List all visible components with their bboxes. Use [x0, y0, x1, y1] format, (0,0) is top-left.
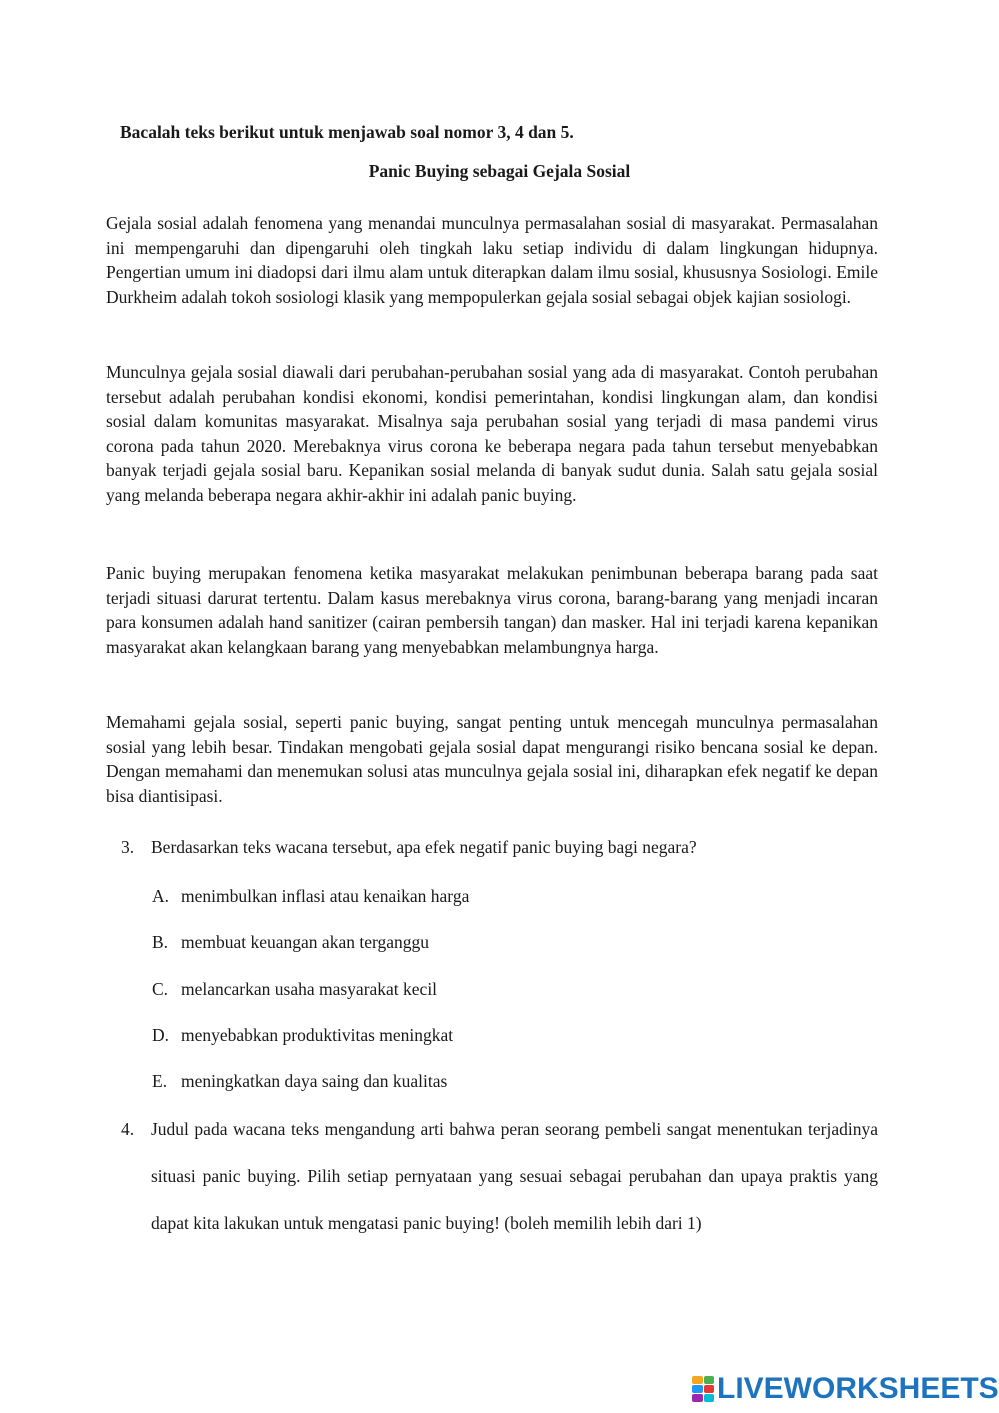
passage-paragraph-1: Gejala sosial adalah fenomena yang menandai munculnya permasalahan sosial di masyarakat. Permasalahan ini mempengaruhi dan dipengaruhi oleh tingkah laku setiap individu di dalam lingkungan hidupnya. Pengertian umum ini diadopsi dari ilmu alam untuk diterapkan dalam ilmu sosial, khususnya Sosiologi. Emile Durkheim adalah tokoh sosiologi klasik yang mempopulerkan gejala sosial sebagai objek kajian sosiologi.: [106, 213, 878, 307]
option-c-text: melancarkan usaha masyarakat kecil: [181, 979, 438, 999]
instruction-text: Bacalah teks berikut untuk menjawab soal nomor 3, 4 dan 5.: [120, 122, 574, 142]
question-3-number: 3.: [121, 837, 135, 857]
question-3-text: Berdasarkan teks wacana tersebut, apa efek negatif panic buying bagi negara?: [151, 837, 697, 857]
option-b[interactable]: [152, 930, 429, 954]
option-b-text: membuat keuangan akan terganggu: [181, 932, 429, 952]
option-e-letter: E.: [152, 1071, 168, 1091]
option-b-letter: B.: [152, 932, 169, 952]
option-d-letter: D.: [152, 1025, 170, 1045]
option-a-letter: A.: [152, 886, 170, 906]
liveworksheets-logo-icon: [692, 1376, 714, 1402]
passage-paragraph-3: Panic buying merupakan fenomena ketika masyarakat melakukan penimbunan beberapa barang pada saat terjadi situasi darurat tertentu. Dalam kasus merebaknya virus corona, barang-barang yang menjadi incaran para konsumen adalah hand sanitizer (cairan pembersih tangan) dan masker. Hal ini terjadi karena kepanikan masyarakat akan kelangkaan barang yang menyebabkan melambungnya harga.: [106, 563, 878, 657]
option-a-text: menimbulkan inflasi atau kenaikan harga: [181, 886, 470, 906]
question-4-text: Judul pada wacana teks mengandung arti bahwa peran seorang pembeli sangat menentukan terjadinya situasi panic buying. Pilih setiap pernyataan yang sesuai sebagai perubahan dan upaya praktis yang dapat kita lakukan untuk mengatasi panic buying! (boleh memilih lebih dari 1): [151, 1119, 878, 1233]
passage-title-text: Panic Buying sebagai Gejala Sosial: [368, 161, 631, 181]
question-4-number: 4.: [121, 1119, 135, 1139]
liveworksheets-logo-text: LIVEWORKSHEETS: [717, 1372, 999, 1405]
option-e-text: meningkatkan daya saing dan kualitas: [181, 1071, 448, 1091]
option-d-text: menyebabkan produktivitas meningkat: [181, 1025, 454, 1045]
option-c-letter: C.: [152, 979, 169, 999]
liveworksheets-logo: [692, 1374, 999, 1404]
option-d[interactable]: [152, 1023, 453, 1047]
option-a[interactable]: [152, 884, 469, 908]
option-c[interactable]: [152, 977, 437, 1001]
passage-paragraph-2: Munculnya gejala sosial diawali dari perubahan-perubahan sosial yang ada di masyarakat. Contoh perubahan tersebut adalah perubahan kondisi ekonomi, kondisi pemerintahan, kondisi lingkungan alam, dan kondisi sosial dalam komunitas masyarakat. Misalnya saja perubahan sosial yang terjadi di masa pandemi virus corona pada tahun 2020. Merebaknya virus corona ke beberapa negara pada tahun tersebut menyebabkan banyak terjadi gejala sosial baru. Kepanikan sosial melanda di banyak sudut dunia. Salah satu gejala sosial yang melanda beberapa negara akhir-akhir ini adalah panic buying.: [106, 362, 878, 505]
option-e[interactable]: [152, 1069, 447, 1093]
passage-title: [0, 161, 999, 182]
passage-paragraph-4: Memahami gejala sosial, seperti panic buying, sangat penting untuk mencegah munculnya permasalahan sosial yang lebih besar. Tindakan mengobati gejala sosial dapat mengurangi risiko bencana sosial ke depan. Dengan memahami dan menemukan solusi atas munculnya gejala sosial ini, diharapkan efek negatif ke depan bisa diantisipasi.: [106, 712, 878, 806]
